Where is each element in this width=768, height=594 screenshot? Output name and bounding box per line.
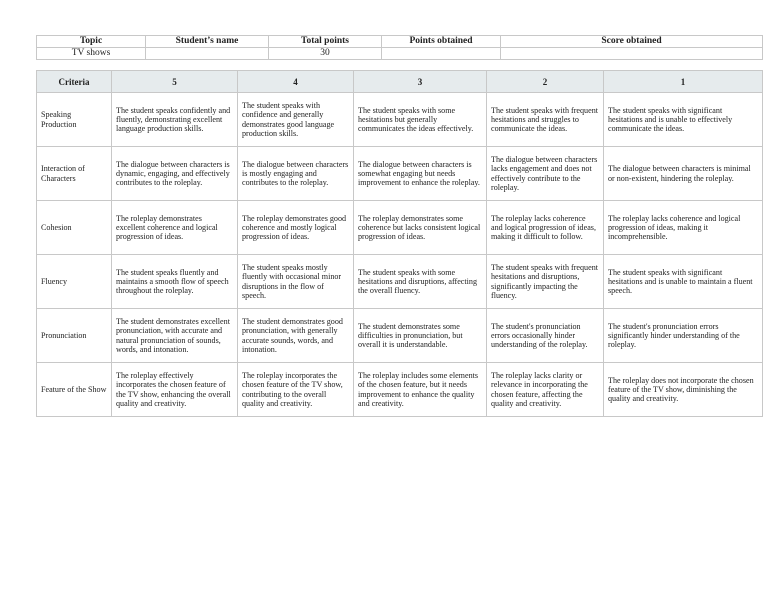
descriptor-cell: The dialogue between characters is minimal or non-existent, hindering the roleplay. <box>604 147 763 201</box>
score-obtained-header: Score obtained <box>501 36 763 48</box>
criterion-label: Feature of the Show <box>37 363 112 417</box>
topic-value: TV shows <box>37 48 146 60</box>
descriptor-cell: The dialogue between characters is mostly engaging and contributes to the roleplay. <box>238 147 354 201</box>
total-points-value: 30 <box>269 48 382 60</box>
descriptor-cell: The roleplay effectively incorporates the chosen feature of the TV show, enhancing the overall quality and creativity. <box>112 363 238 417</box>
criterion-label: Speaking Production <box>37 93 112 147</box>
rubric-row-interaction-of-characters <box>37 147 763 201</box>
descriptor-cell: The dialogue between characters is somewhat engaging but needs improvement to enhance the roleplay. <box>354 147 487 201</box>
rubric-row-fluency <box>37 255 763 309</box>
descriptor-cell: The student speaks with frequent hesitations and disruptions, significantly impacting the fluency. <box>487 255 604 309</box>
score-1-header: 1 <box>604 71 763 93</box>
criterion-label: Fluency <box>37 255 112 309</box>
rubric-header-row <box>37 71 763 93</box>
descriptor-cell: The student speaks with significant hesitations and is unable to maintain a fluent speech. <box>604 255 763 309</box>
rubric-row-feature-of-the-show <box>37 363 763 417</box>
info-table <box>36 35 763 60</box>
descriptor-cell: The roleplay lacks clarity or relevance in incorporating the chosen feature, affecting the quality and creativity. <box>487 363 604 417</box>
descriptor-cell: The student speaks with confidence and generally demonstrates good language production skills. <box>238 93 354 147</box>
score-3-header: 3 <box>354 71 487 93</box>
criterion-label: Interaction of Characters <box>37 147 112 201</box>
descriptor-cell: The roleplay lacks coherence and logical progression of ideas, making it difficult to follow. <box>487 201 604 255</box>
descriptor-cell: The student speaks with some hesitations and disruptions, affecting the overall fluency. <box>354 255 487 309</box>
descriptor-cell: The roleplay lacks coherence and logical progression of ideas, making it incomprehensible. <box>604 201 763 255</box>
score-obtained-value[interactable] <box>501 48 763 60</box>
points-obtained-header: Points obtained <box>382 36 501 48</box>
score-4-header: 4 <box>238 71 354 93</box>
rubric-row-cohesion <box>37 201 763 255</box>
descriptor-cell: The student speaks fluently and maintains a smooth flow of speech throughout the roleplay. <box>112 255 238 309</box>
descriptor-cell: The roleplay demonstrates good coherence and mostly logical progression of ideas. <box>238 201 354 255</box>
descriptor-cell: The roleplay demonstrates some coherence but lacks consistent logical progression of ideas. <box>354 201 487 255</box>
descriptor-cell: The student speaks with frequent hesitations and struggles to communicate the ideas. <box>487 93 604 147</box>
descriptor-cell: The student demonstrates some difficulties in pronunciation, but overall it is understandable. <box>354 309 487 363</box>
descriptor-cell: The dialogue between characters is dynamic, engaging, and effectively contributes to the roleplay. <box>112 147 238 201</box>
descriptor-cell: The student speaks confidently and fluently, demonstrating excellent language production skills. <box>112 93 238 147</box>
criterion-label: Pronunciation <box>37 309 112 363</box>
info-header-row <box>37 36 763 48</box>
info-value-row <box>37 48 763 60</box>
criterion-label: Cohesion <box>37 201 112 255</box>
student-name-value[interactable] <box>146 48 269 60</box>
descriptor-cell: The student speaks mostly fluently with occasional minor disruptions in the flow of speech. <box>238 255 354 309</box>
score-2-header: 2 <box>487 71 604 93</box>
points-obtained-value[interactable] <box>382 48 501 60</box>
topic-header: Topic <box>37 36 146 48</box>
rubric-row-speaking-production <box>37 93 763 147</box>
rubric-row-pronunciation <box>37 309 763 363</box>
student-name-header: Student’s name <box>146 36 269 48</box>
descriptor-cell: The student demonstrates good pronunciation, with generally accurate sounds, words, and intonation. <box>238 309 354 363</box>
descriptor-cell: The roleplay incorporates the chosen feature of the TV show, contributing to the overall quality and creativity. <box>238 363 354 417</box>
descriptor-cell: The student demonstrates excellent pronunciation, with accurate and natural pronunciation of sounds, words, and intonation. <box>112 309 238 363</box>
descriptor-cell: The dialogue between characters lacks engagement and does not effectively contribute to the roleplay. <box>487 147 604 201</box>
criteria-header: Criteria <box>37 71 112 93</box>
descriptor-cell: The student's pronunciation errors occasionally hinder understanding of the roleplay. <box>487 309 604 363</box>
descriptor-cell: The roleplay does not incorporate the chosen feature of the TV show, diminishing the quality and creativity. <box>604 363 763 417</box>
descriptor-cell: The roleplay demonstrates excellent coherence and logical progression of ideas. <box>112 201 238 255</box>
descriptor-cell: The student speaks with some hesitations but generally communicates the ideas effectively. <box>354 93 487 147</box>
descriptor-cell: The student's pronunciation errors significantly hinder understanding of the roleplay. <box>604 309 763 363</box>
total-points-header: Total points <box>269 36 382 48</box>
rubric-table <box>36 70 763 417</box>
descriptor-cell: The roleplay includes some elements of the chosen feature, but it needs improvement to enhance the quality and creativity. <box>354 363 487 417</box>
score-5-header: 5 <box>112 71 238 93</box>
descriptor-cell: The student speaks with significant hesitations and is unable to effectively communicate the ideas. <box>604 93 763 147</box>
